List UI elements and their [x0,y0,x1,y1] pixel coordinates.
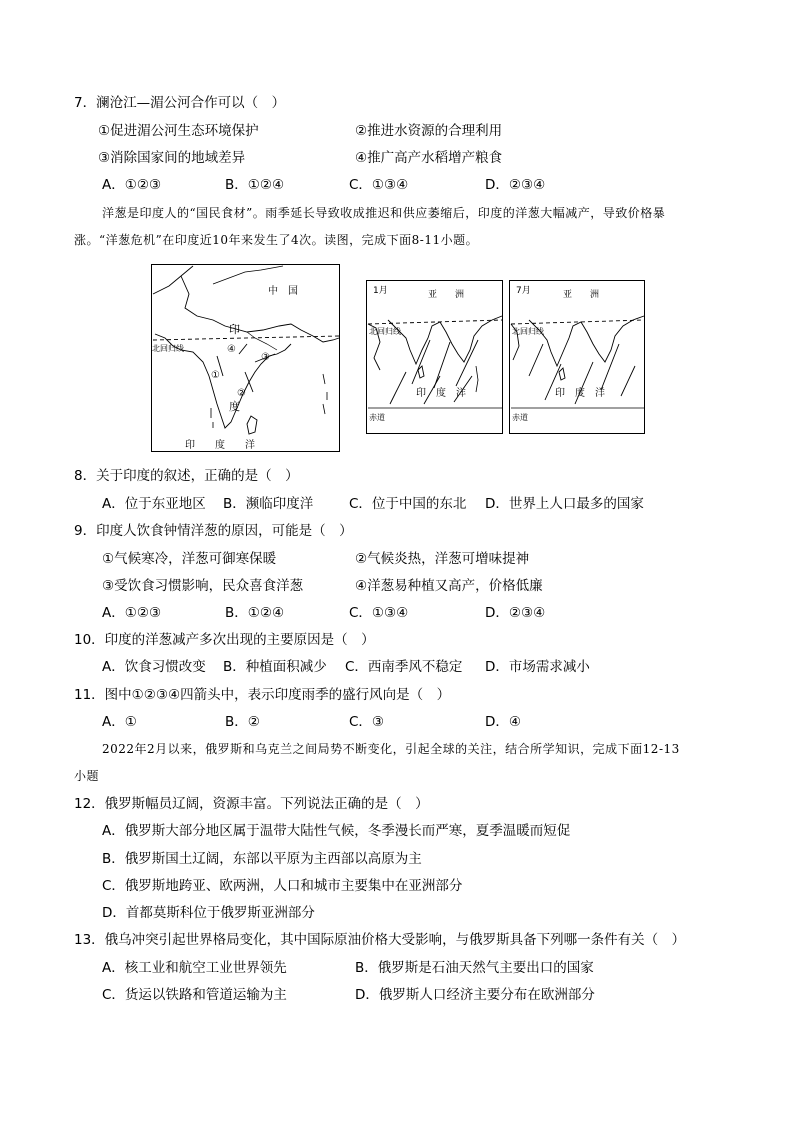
q10-option-c[interactable]: C．西南季风不稳定 [345,659,463,675]
q7-statement-1: ①促进湄公河生态环境保护 [98,123,259,139]
q11-option-a[interactable]: A．① [102,714,137,730]
q11-stem: 11．图中①②③④四箭头中，表示印度雨季的盛行风向是（ ） [74,687,451,703]
jul-map-month: 7月 [516,286,531,296]
q9-statement-1: ①气候寒冷，洋葱可御寒保暖 [102,551,277,567]
arrow-label-1: ① [211,370,220,381]
q8-option-d[interactable]: D．世界上人口最多的国家 [485,496,644,512]
arrow-label-2: ② [237,388,246,399]
q13-option-c[interactable]: C．货运以铁路和管道运输为主 [102,987,287,1003]
map-label-du: 度 [229,400,240,413]
material-2-line-2: 小题 [74,769,100,783]
india-map [151,264,340,452]
q7-stem: 7．澜沧江—湄公河合作可以（ ） [74,95,286,111]
jan-map-ocean: 印 度 洋 [416,388,466,399]
q7-option-d[interactable]: D．②③④ [485,177,546,193]
q10-option-a[interactable]: A．饮食习惯改变 [102,659,206,675]
q7-option-c[interactable]: C．①③④ [349,177,409,193]
material-1-line-2: 涨。“洋葱危机”在印度近10年来发生了4次。读图，完成下面8-11小题。 [74,233,479,247]
q13-option-d[interactable]: D．俄罗斯人口经济主要分布在欧洲部分 [355,987,595,1003]
q9-option-a[interactable]: A．①②③ [102,605,162,621]
jul-map-asia: 亚 洲 [563,290,600,300]
jan-map-equator: 赤道 [369,413,385,422]
jul-map-equator: 赤道 [512,413,528,422]
q8-option-b[interactable]: B．濒临印度洋 [223,496,314,512]
q10-option-b[interactable]: B．种植面积减少 [223,659,327,675]
q9-statement-3: ③受饮食习惯影响，民众喜食洋葱 [102,578,304,594]
q8-option-c[interactable]: C．位于中国的东北 [349,496,467,512]
q12-stem: 12．俄罗斯幅员辽阔，资源丰富。下列说法正确的是（ ） [74,796,429,812]
q12-option-b[interactable]: B．俄罗斯国土辽阔，东部以平原为主西部以高原为主 [102,851,422,867]
q9-stem: 9．印度人饮食钟情洋葱的原因，可能是（ ） [74,523,353,539]
q13-stem: 13．俄乌冲突引起世界格局变化，其中国际原油价格大受影响，与俄罗斯具备下列哪一条件有关（ ） [74,932,686,948]
q13-option-a[interactable]: A．核工业和航空工业世界领先 [102,960,287,976]
q7-option-a[interactable]: A．①②③ [102,177,162,193]
jul-map-ocean: 印 度 洋 [555,388,605,399]
q9-statement-2: ②气候炎热，洋葱可增味提神 [355,551,530,567]
material-2-line-1: 2022年2月以来，俄罗斯和乌克兰之间局势不断变化，引起全球的关注，结合所学知识，完成下面12-13 [102,742,680,756]
q12-option-d[interactable]: D．首都莫斯科位于俄罗斯亚洲部分 [102,905,315,921]
q10-stem: 10．印度的洋葱减产多次出现的主要原因是（ ） [74,632,375,648]
q11-option-c[interactable]: C．③ [349,714,385,730]
arrow-label-4: ④ [227,344,236,355]
q7-option-b[interactable]: B．①②④ [225,177,285,193]
material-1-line-1: 洋葱是印度人的“国民食材”。雨季延长导致收成推迟和供应萎缩后，印度的洋葱大幅减产，导致价格暴 [102,206,666,220]
q9-statement-4: ④洋葱易种植又高产，价格低廉 [355,578,543,594]
map-label-china: 中 国 [268,286,298,297]
q7-statement-3: ③消除国家间的地域差异 [98,150,246,166]
jan-map-month: 1月 [373,286,388,296]
jul-map-tropic: 北回归线 [512,327,544,336]
q7-statement-4: ④推广高产水稻增产粮食 [355,150,503,166]
q7-statement-2: ②推进水资源的合理利用 [355,123,503,139]
q11-option-b[interactable]: B．② [225,714,260,730]
jan-map-asia: 亚 洲 [428,290,465,300]
q12-option-a[interactable]: A．俄罗斯大部分地区属于温带大陆性气候，冬季漫长而严寒，夏季温暖而短促 [102,823,571,839]
q8-option-a[interactable]: A．位于东亚地区 [102,496,206,512]
q8-stem: 8．关于印度的叙述，正确的是（ ） [74,468,299,484]
q9-option-c[interactable]: C．①③④ [349,605,409,621]
map-label-tropic: 北回归线 [152,344,184,353]
arrow-label-3: ③ [261,352,270,363]
map-label-yin: 印 [229,323,240,336]
q13-option-b[interactable]: B．俄罗斯是石油天然气主要出口的国家 [355,960,594,976]
map-label-indian-ocean: 印 度 洋 [185,440,255,451]
jan-map-tropic: 北回归线 [369,327,401,336]
january-monsoon-map [366,280,503,434]
q9-option-d[interactable]: D．②③④ [485,605,546,621]
q12-option-c[interactable]: C．俄罗斯地跨亚、欧两洲，人口和城市主要集中在亚洲部分 [102,878,463,894]
july-monsoon-map [509,280,645,434]
q10-option-d[interactable]: D．市场需求减小 [485,659,590,675]
q9-option-b[interactable]: B．①②④ [225,605,285,621]
q11-option-d[interactable]: D．④ [485,714,521,730]
